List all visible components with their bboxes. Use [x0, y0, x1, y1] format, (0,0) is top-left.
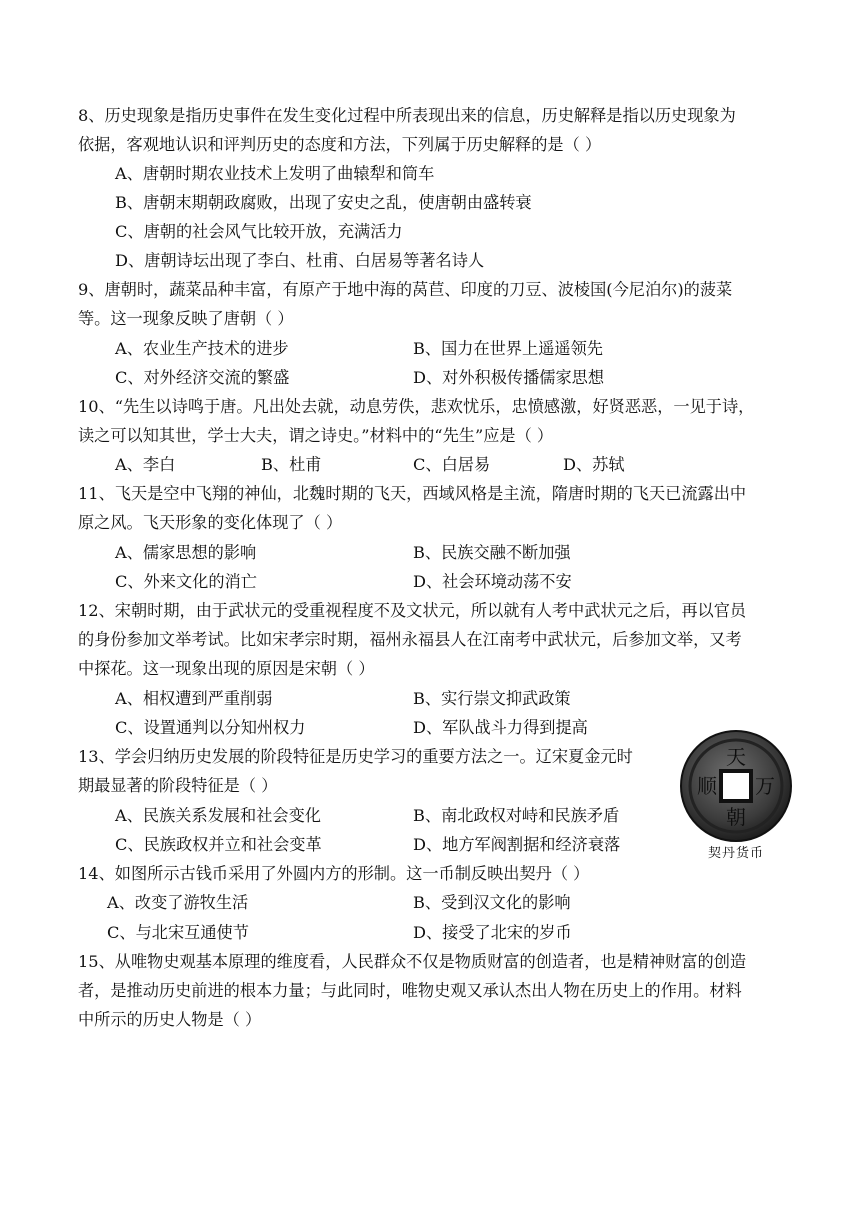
q8-stem-line-2: 依据，客观地认识和评判历史的态度和方法，下列属于历史解释的是（ ）	[78, 135, 602, 154]
q12-stem-line-1: 12、宋朝时期，由于武状元的受重视程度不及文状元，所以就有人考中武状元之后，再以官员	[78, 601, 747, 620]
q10-option-c: C、白居易	[413, 455, 491, 474]
q11-stem-line-1: 11、飞天是空中飞翔的神仙，北魏时期的飞天，西域风格是主流，隋唐时期的飞天已流露出中	[78, 484, 747, 503]
coin-character-top: 天	[726, 745, 746, 769]
q9-option-b: B、国力在世界上遥遥领先	[413, 339, 603, 358]
q13-stem-line-1: 13、学会归纳历史发展的阶段特征是历史学习的重要方法之一。辽宋夏金元时	[78, 747, 633, 766]
q12-stem-line-3: 中探花。这一现象出现的原因是宋朝（ ）	[78, 659, 375, 678]
q15-stem-line-3: 中所示的历史人物是（ ）	[78, 1010, 262, 1029]
q11-stem-line-2: 原之风。飞天形象的变化体现了（ ）	[78, 513, 343, 532]
q13-option-c: C、民族政权并立和社会变革	[115, 835, 322, 854]
q11-option-a: A、儒家思想的影响	[115, 543, 257, 562]
q14-option-b: B、受到汉文化的影响	[413, 893, 571, 912]
q15-stem-line-2: 者，是推动历史前进的根本力量；与此同时，唯物史观又承认杰出人物在历史上的作用。材料	[78, 981, 742, 1000]
q14-stem-line-1: 14、如图所示古钱币采用了外圆内方的形制。这一币制反映出契丹（ ）	[78, 864, 590, 883]
q9-option-a: A、农业生产技术的进步	[115, 339, 289, 358]
q14-option-c: C、与北宋互通使节	[107, 923, 249, 942]
coin-illustration	[672, 728, 800, 846]
q13-option-b: B、南北政权对峙和民族矛盾	[413, 806, 620, 825]
coin-character-left: 顺	[697, 774, 717, 798]
q9-option-d: D、对外积极传播儒家思想	[413, 368, 605, 387]
q10-stem-line-1: 10、“先生以诗鸣于唐。凡出处去就，动息劳佚，悲欢忧乐，忠愤感激，好贤恶恶，一见于诗，	[78, 397, 755, 416]
q12-stem-line-2: 的身份参加文举考试。比如宋孝宗时期，福州永福县人在江南考中武状元，后参加文举，又考	[78, 630, 742, 649]
q8-option-d: D、唐朝诗坛出现了李白、杜甫、白居易等著名诗人	[115, 251, 485, 270]
q8-option-b: B、唐朝末期朝政腐败，出现了安史之乱，使唐朝由盛转衰	[115, 193, 532, 212]
q10-option-a: A、李白	[115, 455, 176, 474]
q12-option-b: B、实行崇文抑武政策	[413, 689, 571, 708]
q12-option-d: D、军队战斗力得到提高	[413, 718, 588, 737]
q11-option-b: B、民族交融不断加强	[413, 543, 571, 562]
q10-option-d: D、苏轼	[563, 455, 625, 474]
q11-option-c: C、外来文化的消亡	[115, 572, 257, 591]
q13-option-d: D、地方军阀割据和经济衰落	[413, 835, 621, 854]
coin-character-right: 万	[755, 774, 775, 798]
figure-caption: 契丹货币	[707, 846, 764, 861]
q8-option-a: A、唐朝时期农业技术上发明了曲辕犁和筒车	[115, 164, 435, 183]
q9-stem-line-2: 等。这一现象反映了唐朝（ ）	[78, 309, 294, 328]
q10-option-b: B、杜甫	[261, 455, 322, 474]
q11-option-d: D、社会环境动荡不安	[413, 572, 572, 591]
q8-stem-line-1: 8、历史现象是指历史事件在发生变化过程中所表现出来的信息，历史解释是指以历史现象为	[78, 106, 736, 125]
q12-option-a: A、相权遭到严重削弱	[115, 689, 273, 708]
q10-stem-line-2: 读之可以知其世，学士大夫，谓之诗史。”材料中的“先生”应是（ ）	[78, 426, 554, 445]
khitan-coin-figure	[672, 728, 800, 868]
q13-stem-line-2: 期最显著的阶段特征是（ ）	[78, 776, 278, 795]
q14-option-a: A、改变了游牧生活	[107, 893, 249, 912]
q14-option-d: D、接受了北宋的岁币	[413, 923, 572, 942]
coin-character-bottom: 朝	[726, 805, 746, 829]
q13-option-a: A、民族关系发展和社会变化	[115, 806, 321, 825]
q9-stem-line-1: 9、唐朝时，蔬菜品种丰富，有原产于地中海的莴苣、印度的刀豆、波棱国(今尼泊尔)的菠菜	[78, 280, 733, 299]
q8-option-c: C、唐朝的社会风气比较开放，充满活力	[115, 222, 403, 241]
q15-stem-line-1: 15、从唯物史观基本原理的维度看，人民群众不仅是物质财富的创造者，也是精神财富的创造	[78, 952, 747, 971]
q9-option-c: C、对外经济交流的繁盛	[115, 368, 290, 387]
q12-option-c: C、设置通判以分知州权力	[115, 718, 306, 737]
coin-square-hole	[721, 771, 751, 801]
